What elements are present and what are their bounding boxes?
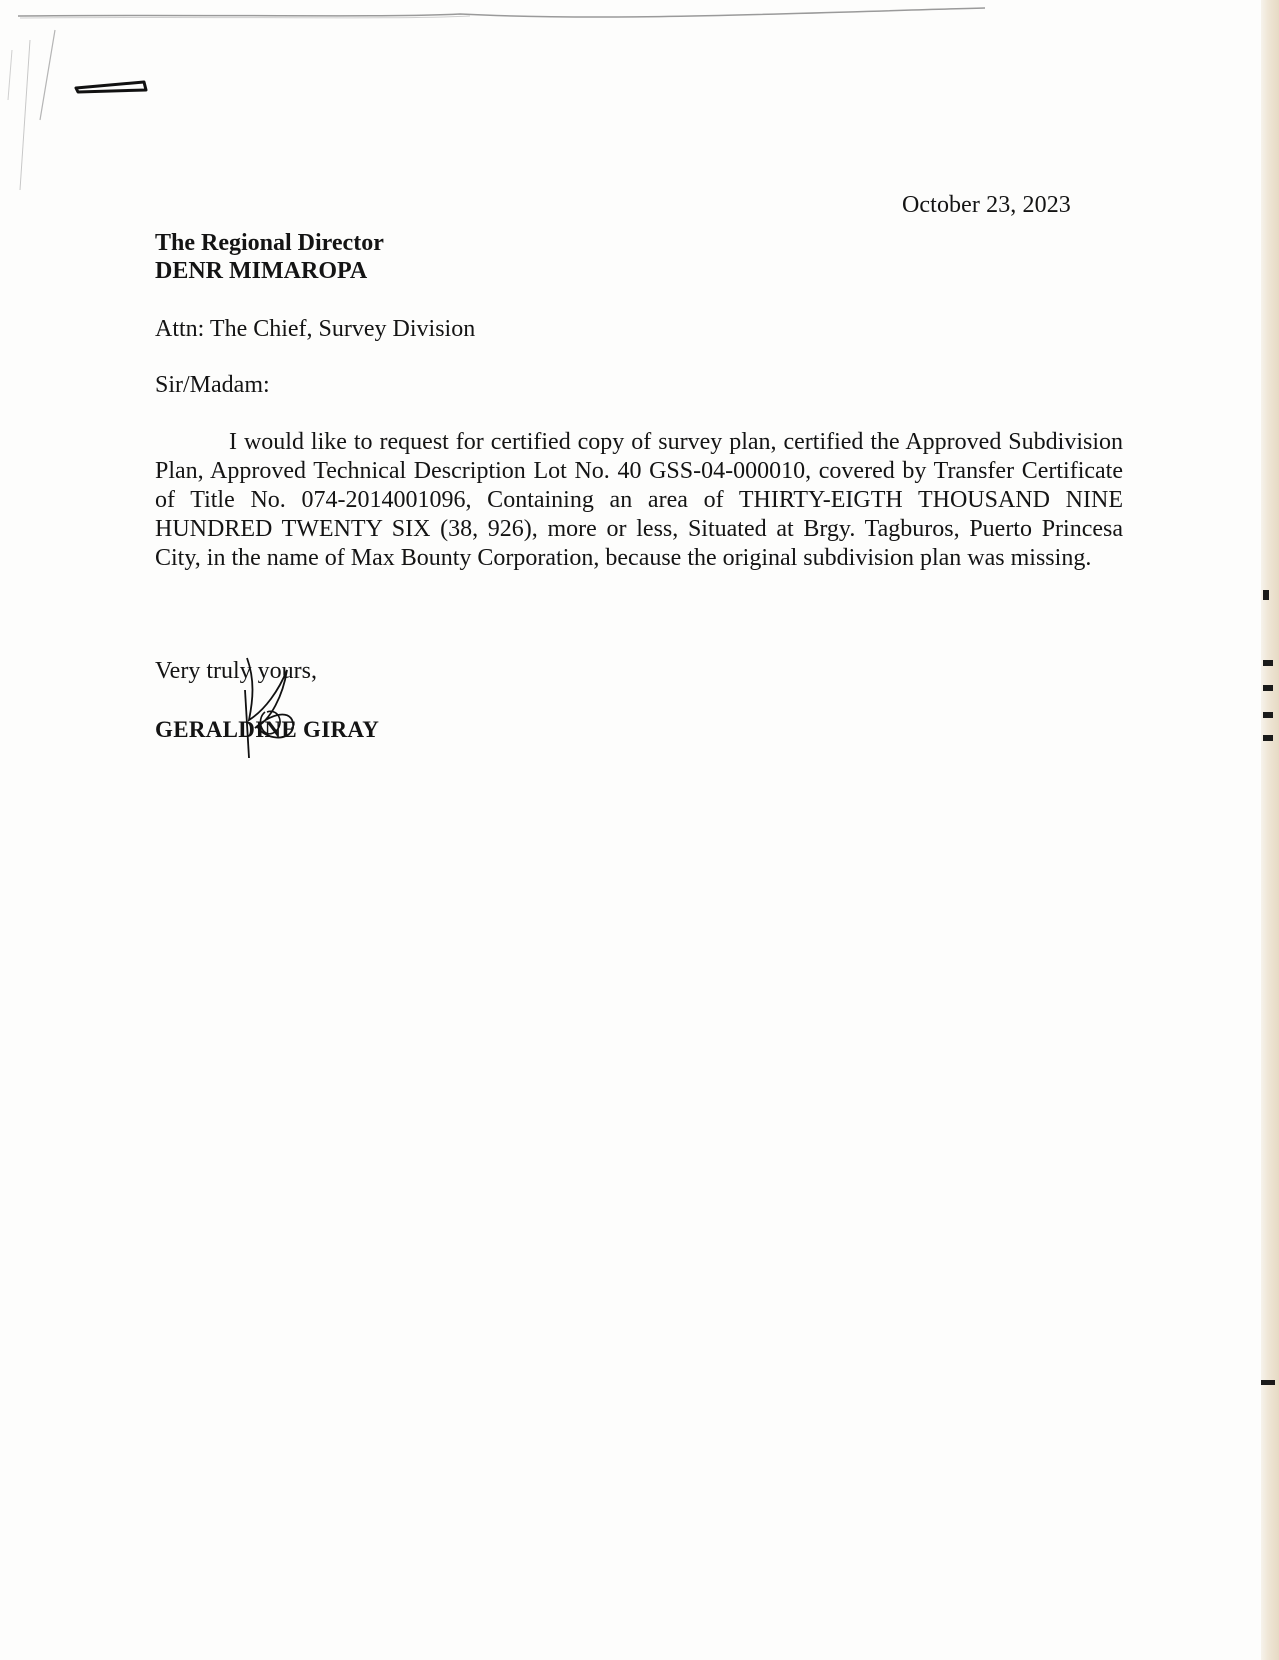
margin-pencil-marks (0, 0, 80, 200)
corner-pen-mark (74, 78, 158, 98)
letter-body: I would like to request for certified copy of survey plan, certified the Approved Subdivision Plan, Approved Technical Description Lot No. 40 GSS-04-000010, covered by Transfer Certificate of Title No. 074-2014001096, Containing an area of THIRTY-EIGTH THOUSAND NINE HUNDRED TWENTY SIX (38, 926), more or less, Situated at Brgy. Tagburos, Puerto Princesa City, in the name of Max Bounty Corporation, because the original subdivision plan was missing. (155, 429, 1123, 571)
edge-mark (1263, 712, 1273, 718)
attention-line: Attn: The Chief, Survey Division (155, 316, 476, 342)
edge-mark (1263, 660, 1273, 666)
page-fold-edge (0, 0, 1279, 40)
closing-line: Very truly yours, (155, 658, 317, 684)
letter-date: October 23, 2023 (902, 192, 1071, 218)
handwritten-signature (235, 650, 315, 760)
adjacent-page-edge (1261, 0, 1279, 1660)
signatory-name: GERALDINE GIRAY (155, 717, 380, 742)
addressee-title: The Regional Director (155, 230, 384, 256)
edge-mark (1261, 1380, 1275, 1385)
addressee-block (155, 229, 384, 285)
addressee-office: DENR MIMAROPA (155, 258, 368, 284)
edge-mark (1263, 590, 1269, 600)
edge-mark (1263, 735, 1273, 741)
salutation: Sir/Madam: (155, 372, 270, 398)
edge-mark (1263, 685, 1273, 691)
